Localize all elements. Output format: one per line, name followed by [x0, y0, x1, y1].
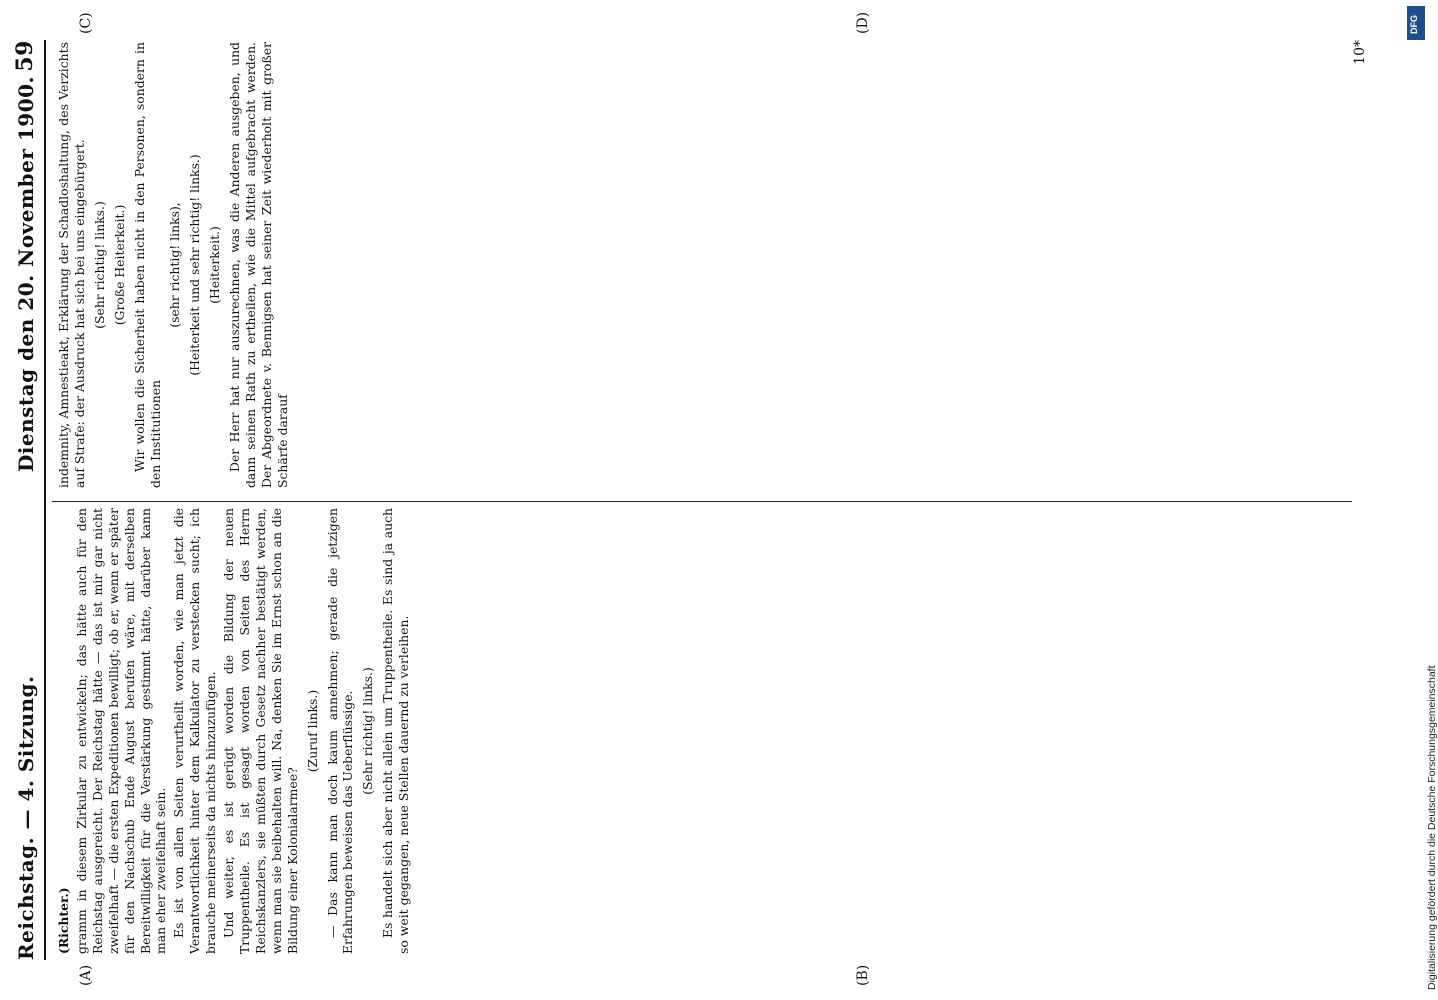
interjection: (sehr richtig! links), — [167, 202, 183, 328]
margin-marker-a: (A) — [78, 964, 94, 986]
page-header — [8, 40, 46, 960]
paragraph: Es ist von allen Seiten verurtheilt worden, wie man jetzt die Verantwortlichkeit hinter dem Kalkulator zu verstecken sucht; ich brauche meinerseits da nichts hinzuzufügen. — [171, 508, 219, 954]
header-date: Dienstag den 20. November 1900. — [14, 76, 38, 473]
dfg-logo-icon: DFG — [1407, 6, 1425, 40]
digitization-credit — [1402, 0, 1438, 1000]
paragraph: — Das kann man doch kaum annehmen; gerade die jetzigen Erfahrungen beweisen das Ueberflüssige. — [324, 508, 356, 954]
interjection: (Heiterkeit.) — [207, 226, 223, 304]
interjection: (Sehr richtig! links.) — [360, 667, 376, 795]
column-divider — [52, 501, 1352, 502]
interjection: (Große Heiterkeit.) — [111, 204, 127, 326]
right-column — [56, 42, 293, 488]
margin-marker-b: (B) — [855, 964, 871, 986]
paragraph: gramm in diesem Zirkular zu entwickeln; das hätte auch für den Reichstag ausgereicht. Der Reichstag hätte — das ist mir gar nicht zweifelhaft — die ersten Expeditionen bewilligt; ob er, wenn er später für den Nachschub Ende August berufen wäre, mit derselben Bereitwilligkeit für die Verstärkung gestimmt hätte, darüber kann man eher zweifelhaft sein. — [73, 508, 169, 954]
credit-text: Digitalisierung gefördert durch die Deutsche Forschungsgemeinschaft — [1426, 665, 1438, 990]
signature-mark: 10* — [1352, 40, 1368, 65]
interjection: (Zuruf links.) — [304, 689, 320, 773]
margin-marker-c: (C) — [78, 12, 94, 34]
paragraph: Der Herr hat nur auszurechnen, was die Anderen ausgeben, und dann seinen Rath zu ertheilen, wie die Mittel aufgebracht werden. Der Abgeordnete v. Bennigsen hat seiner Zeit wiederholt mit großer Schärfe darauf — [227, 42, 290, 488]
paragraph: indemnity, Amnestieakt, Erklärung der Schadloshaltung, des Verzichts auf Strafe: der Ausdruck hat sich bei uns eingebürgert. — [56, 42, 87, 488]
left-column — [56, 508, 414, 954]
page-number: 59 — [12, 40, 38, 72]
paragraph: Es handelt sich aber nicht allein um Truppentheile. Es sind ja auch so weit gegangen, neue Stellen dauernd zu verleihen. — [380, 508, 412, 954]
paragraph: Und weiter, es ist gerügt worden die Bildung der neuen Truppentheile. Es ist gesagt worden von Seiten des Herrn Reichskanzlers, sie müßten durch Gesetz nachher bestätigt werden, wenn man sie beibehalten will. Na, denken Sie im Ernst schon an die Bildung einer Kolonialarmee? — [221, 508, 300, 954]
margin-marker-d: (D) — [855, 11, 871, 34]
speaker-label: (Richter.) — [56, 887, 71, 954]
paragraph: Wir wollen die Sicherheit haben nicht in den Personen, sondern in den Institutionen — [131, 42, 163, 488]
interjection: (Sehr richtig! links.) — [91, 201, 107, 329]
header-left: Reichstag. — 4. Sitzung. — [14, 675, 38, 960]
interjection: (Heiterkeit und sehr richtig! links.) — [187, 154, 203, 376]
